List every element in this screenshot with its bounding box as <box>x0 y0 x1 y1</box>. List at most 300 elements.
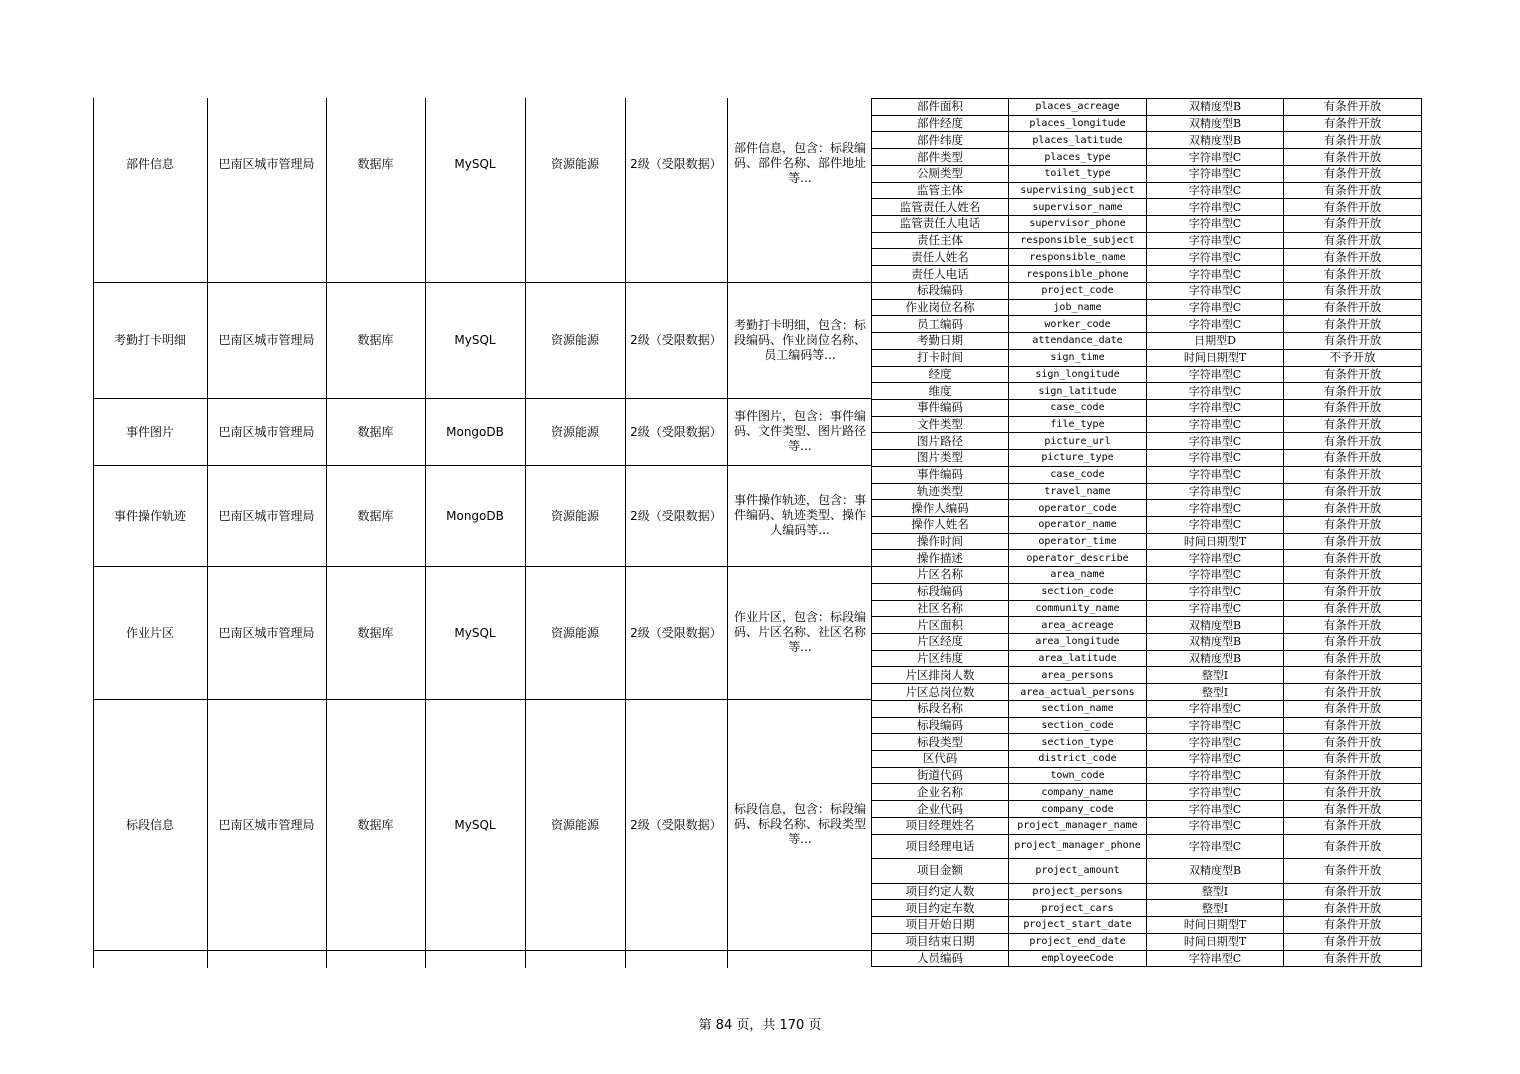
field-cn-name: 经度 <box>872 366 1009 383</box>
field-cn-name: 员工编码 <box>872 316 1009 333</box>
field-en-name: sign_time <box>1009 349 1147 366</box>
field-data-type: 字符串型C <box>1147 784 1284 801</box>
field-data-type: 字符串型C <box>1147 399 1284 416</box>
field-en-name: places_latitude <box>1009 132 1147 149</box>
field-cn-name: 企业代码 <box>872 801 1009 818</box>
resource-name: 部件信息 <box>125 156 174 171</box>
field-open-status: 有条件开放 <box>1284 734 1422 751</box>
table-row <box>872 249 1422 266</box>
field-cn-name: 打卡时间 <box>872 349 1009 366</box>
field-open-status: 有条件开放 <box>1284 333 1422 350</box>
field-open-status: 有条件开放 <box>1284 316 1422 333</box>
table-row <box>872 416 1422 433</box>
field-data-type: 字符串型C <box>1147 416 1284 433</box>
field-en-name: project_start_date <box>1009 917 1147 934</box>
field-en-name: district_code <box>1009 751 1147 768</box>
field-data-type: 字符串型C <box>1147 366 1284 383</box>
field-data-type: 双精度型B <box>1147 115 1284 132</box>
category: 资源能源 <box>550 156 599 171</box>
field-en-name: project_end_date <box>1009 933 1147 950</box>
department: 巴南区城市管理局 <box>218 625 315 640</box>
resource-name: 作业片区 <box>125 625 174 640</box>
resource-description: 事件图片，包含：事件编码、文件类型、图片路径等... <box>733 409 866 453</box>
field-cn-name: 操作时间 <box>872 533 1009 550</box>
table-row <box>872 667 1422 684</box>
field-cn-name: 项目结束日期 <box>872 933 1009 950</box>
table-row <box>872 483 1422 500</box>
field-data-type: 字符串型C <box>1147 817 1284 834</box>
field-en-name: places_type <box>1009 149 1147 166</box>
field-open-status: 有条件开放 <box>1284 684 1422 701</box>
table-row <box>872 132 1422 149</box>
field-open-status: 有条件开放 <box>1284 249 1422 266</box>
field-en-name: section_code <box>1009 717 1147 734</box>
table-row <box>872 801 1422 818</box>
security-level: 2级（受限数据） <box>630 333 722 347</box>
field-en-name: responsible_name <box>1009 249 1147 266</box>
field-en-name: file_type <box>1009 416 1147 433</box>
resource-name: 考勤打卡明细 <box>113 333 186 347</box>
table-row <box>872 950 1422 967</box>
field-data-type: 字符串型C <box>1147 717 1284 734</box>
field-cn-name: 责任主体 <box>872 232 1009 249</box>
field-en-name: picture_type <box>1009 450 1147 467</box>
field-cn-name: 部件面积 <box>872 99 1009 116</box>
table-row <box>872 500 1422 517</box>
database-type: MongoDB <box>446 424 504 439</box>
table-row <box>872 767 1422 784</box>
field-data-type: 双精度型B <box>1147 99 1284 116</box>
field-open-status: 有条件开放 <box>1284 500 1422 517</box>
table-row <box>872 784 1422 801</box>
field-open-status: 有条件开放 <box>1284 132 1422 149</box>
field-open-status: 有条件开放 <box>1284 634 1422 651</box>
field-data-type: 字符串型C <box>1147 266 1284 283</box>
table-row <box>872 266 1422 283</box>
field-open-status: 有条件开放 <box>1284 216 1422 233</box>
table-row <box>872 232 1422 249</box>
field-data-type: 时间日期型T <box>1147 349 1284 366</box>
field-cn-name: 片区名称 <box>872 567 1009 584</box>
field-en-name: responsible_subject <box>1009 232 1147 249</box>
department: 巴南区城市管理局 <box>218 508 315 523</box>
database-type: MongoDB <box>446 508 504 523</box>
field-open-status: 有条件开放 <box>1284 784 1422 801</box>
field-data-type: 整型I <box>1147 883 1284 900</box>
table-row <box>872 149 1422 166</box>
field-open-status: 有条件开放 <box>1284 466 1422 483</box>
field-cn-name: 标段编码 <box>872 583 1009 600</box>
field-open-status: 有条件开放 <box>1284 516 1422 533</box>
field-data-type: 字符串型C <box>1147 216 1284 233</box>
field-open-status: 有条件开放 <box>1284 600 1422 617</box>
field-data-type: 字符串型C <box>1147 149 1284 166</box>
table-row <box>872 299 1422 316</box>
security-level: 2级（受限数据） <box>630 156 722 171</box>
field-cn-name: 企业名称 <box>872 784 1009 801</box>
field-cn-name: 公厕类型 <box>872 165 1009 182</box>
table-row <box>872 817 1422 834</box>
field-data-type: 字符串型C <box>1147 433 1284 450</box>
department: 巴南区城市管理局 <box>218 156 315 171</box>
category: 资源能源 <box>550 625 599 640</box>
field-open-status: 有条件开放 <box>1284 950 1422 967</box>
category: 资源能源 <box>550 333 599 347</box>
table-row <box>872 199 1422 216</box>
field-data-type: 整型I <box>1147 684 1284 701</box>
field-cn-name: 文件类型 <box>872 416 1009 433</box>
field-data-type: 字符串型C <box>1147 249 1284 266</box>
field-en-name: section_type <box>1009 734 1147 751</box>
resource-name: 标段信息 <box>125 817 174 832</box>
field-cn-name: 片区纬度 <box>872 650 1009 667</box>
field-en-name: company_code <box>1009 801 1147 818</box>
field-en-name: project_cars <box>1009 900 1147 917</box>
security-level: 2级（受限数据） <box>630 817 722 832</box>
field-en-name: places_longitude <box>1009 115 1147 132</box>
resource-kind: 数据库 <box>357 508 394 523</box>
table-row <box>872 399 1422 416</box>
field-open-status: 有条件开放 <box>1284 751 1422 768</box>
field-cn-name: 项目约定人数 <box>872 883 1009 900</box>
field-cn-name: 项目金额 <box>872 859 1009 884</box>
table-row <box>872 634 1422 651</box>
database-type: MySQL <box>454 333 496 347</box>
department: 巴南区城市管理局 <box>218 333 315 347</box>
table-row <box>872 433 1422 450</box>
field-en-name: area_acreage <box>1009 617 1147 634</box>
field-cn-name: 监管责任人电话 <box>872 216 1009 233</box>
field-cn-name: 项目经理电话 <box>872 834 1009 859</box>
field-cn-name: 作业岗位名称 <box>872 299 1009 316</box>
table-row <box>872 182 1422 199</box>
field-en-name: toilet_type <box>1009 165 1147 182</box>
field-data-type: 字符串型C <box>1147 834 1284 859</box>
field-en-name: area_longitude <box>1009 634 1147 651</box>
field-cn-name: 项目开始日期 <box>872 917 1009 934</box>
field-data-type: 字符串型C <box>1147 282 1284 299</box>
field-cn-name: 社区名称 <box>872 600 1009 617</box>
table-row <box>872 366 1422 383</box>
field-data-type: 字符串型C <box>1147 600 1284 617</box>
table-row <box>872 617 1422 634</box>
field-cn-name: 监管主体 <box>872 182 1009 199</box>
field-en-name: responsible_phone <box>1009 266 1147 283</box>
field-open-status: 有条件开放 <box>1284 533 1422 550</box>
field-open-status: 有条件开放 <box>1284 149 1422 166</box>
field-en-name: area_name <box>1009 567 1147 584</box>
resource-kind: 数据库 <box>357 817 394 832</box>
field-data-type: 字符串型C <box>1147 700 1284 717</box>
field-cn-name: 操作人姓名 <box>872 516 1009 533</box>
field-en-name: worker_code <box>1009 316 1147 333</box>
field-open-status: 不予开放 <box>1284 349 1422 366</box>
field-data-type: 时间日期型T <box>1147 933 1284 950</box>
field-data-type: 字符串型C <box>1147 550 1284 567</box>
resource-description: 部件信息，包含：标段编码、部件名称、部件地址等... <box>733 141 866 185</box>
field-open-status: 有条件开放 <box>1284 933 1422 950</box>
field-cn-name: 事件编码 <box>872 399 1009 416</box>
department: 巴南区城市管理局 <box>218 424 315 439</box>
field-en-name: area_latitude <box>1009 650 1147 667</box>
table-row <box>872 600 1422 617</box>
table-row <box>872 349 1422 366</box>
field-data-type: 字符串型C <box>1147 182 1284 199</box>
field-cn-name: 项目约定车数 <box>872 900 1009 917</box>
field-en-name: operator_code <box>1009 500 1147 517</box>
table-row <box>872 516 1422 533</box>
field-table-body <box>872 99 1422 967</box>
field-en-name: operator_time <box>1009 533 1147 550</box>
field-en-name: job_name <box>1009 299 1147 316</box>
field-en-name: project_code <box>1009 282 1147 299</box>
field-data-type: 双精度型B <box>1147 650 1284 667</box>
field-open-status: 有条件开放 <box>1284 900 1422 917</box>
field-en-name: sign_latitude <box>1009 383 1147 400</box>
table-row <box>872 533 1422 550</box>
field-cn-name: 街道代码 <box>872 767 1009 784</box>
table-row <box>872 834 1422 859</box>
category: 资源能源 <box>550 817 599 832</box>
field-data-type: 字符串型C <box>1147 199 1284 216</box>
field-open-status: 有条件开放 <box>1284 299 1422 316</box>
field-cn-name: 图片路径 <box>872 433 1009 450</box>
field-cn-name: 图片类型 <box>872 450 1009 467</box>
field-data-type: 字符串型C <box>1147 450 1284 467</box>
field-en-name: sign_longitude <box>1009 366 1147 383</box>
resource-kind: 数据库 <box>357 625 394 640</box>
field-open-status: 有条件开放 <box>1284 282 1422 299</box>
table-row <box>872 650 1422 667</box>
field-en-name: project_persons <box>1009 883 1147 900</box>
resource-description: 考勤打卡明细，包含：标段编码、作业岗位名称、员工编码等... <box>733 317 866 362</box>
field-open-status: 有条件开放 <box>1284 801 1422 818</box>
field-cn-name: 标段名称 <box>872 700 1009 717</box>
field-cn-name: 操作人编码 <box>872 500 1009 517</box>
field-open-status: 有条件开放 <box>1284 366 1422 383</box>
field-en-name: company_name <box>1009 784 1147 801</box>
table-row <box>872 933 1422 950</box>
resource-kind: 数据库 <box>357 424 394 439</box>
field-data-type: 双精度型B <box>1147 132 1284 149</box>
field-data-type: 字符串型C <box>1147 500 1284 517</box>
resource-description: 标段信息，包含：标段编码、标段名称、标段类型等... <box>733 802 866 846</box>
field-cn-name: 人员编码 <box>872 950 1009 967</box>
table-row <box>872 751 1422 768</box>
field-open-status: 有条件开放 <box>1284 859 1422 884</box>
field-data-type: 字符串型C <box>1147 734 1284 751</box>
field-cn-name: 项目经理姓名 <box>872 817 1009 834</box>
field-open-status: 有条件开放 <box>1284 232 1422 249</box>
table-row <box>872 466 1422 483</box>
table-row <box>872 734 1422 751</box>
field-en-name: attendance_date <box>1009 333 1147 350</box>
field-cn-name: 标段编码 <box>872 717 1009 734</box>
resource-kind: 数据库 <box>357 156 394 171</box>
security-level: 2级（受限数据） <box>630 625 722 640</box>
table-row <box>872 450 1422 467</box>
table-row <box>872 99 1422 116</box>
table-row <box>872 883 1422 900</box>
field-open-status: 有条件开放 <box>1284 700 1422 717</box>
security-level: 2级（受限数据） <box>630 508 722 523</box>
field-cn-name: 片区排岗人数 <box>872 667 1009 684</box>
field-data-type: 字符串型C <box>1147 232 1284 249</box>
field-cn-name: 监管责任人姓名 <box>872 199 1009 216</box>
field-en-name: employeeCode <box>1009 950 1147 967</box>
field-data-type: 双精度型B <box>1147 859 1284 884</box>
field-cn-name: 部件经度 <box>872 115 1009 132</box>
field-data-type: 字符串型C <box>1147 516 1284 533</box>
field-table <box>871 98 1422 967</box>
field-en-name: supervisor_phone <box>1009 216 1147 233</box>
table-row <box>872 567 1422 584</box>
database-type: MySQL <box>454 156 496 171</box>
field-data-type: 字符串型C <box>1147 316 1284 333</box>
field-cn-name: 事件编码 <box>872 466 1009 483</box>
field-cn-name: 区代码 <box>872 751 1009 768</box>
table-row <box>872 316 1422 333</box>
field-en-name: area_persons <box>1009 667 1147 684</box>
field-data-type: 时间日期型T <box>1147 917 1284 934</box>
category: 资源能源 <box>550 508 599 523</box>
field-open-status: 有条件开放 <box>1284 567 1422 584</box>
field-en-name: project_amount <box>1009 859 1147 884</box>
field-open-status: 有条件开放 <box>1284 399 1422 416</box>
field-open-status: 有条件开放 <box>1284 834 1422 859</box>
field-en-name: town_code <box>1009 767 1147 784</box>
table-row <box>872 859 1422 884</box>
field-en-name: picture_url <box>1009 433 1147 450</box>
field-en-name: operator_describe <box>1009 550 1147 567</box>
field-open-status: 有条件开放 <box>1284 717 1422 734</box>
field-open-status: 有条件开放 <box>1284 383 1422 400</box>
column-divider <box>727 98 728 968</box>
row-divider <box>93 950 871 951</box>
field-data-type: 日期型D <box>1147 333 1284 350</box>
table-row <box>872 550 1422 567</box>
field-data-type: 字符串型C <box>1147 751 1284 768</box>
field-cn-name: 片区经度 <box>872 634 1009 651</box>
field-data-type: 字符串型C <box>1147 567 1284 584</box>
field-cn-name: 部件纬度 <box>872 132 1009 149</box>
field-data-type: 字符串型C <box>1147 483 1284 500</box>
field-cn-name: 操作描述 <box>872 550 1009 567</box>
field-open-status: 有条件开放 <box>1284 883 1422 900</box>
security-level: 2级（受限数据） <box>630 424 722 439</box>
field-cn-name: 维度 <box>872 383 1009 400</box>
field-en-name: project_manager_name <box>1009 817 1147 834</box>
page-number: 第 84 页，共 170 页 <box>698 1018 822 1033</box>
field-cn-name: 片区总岗位数 <box>872 684 1009 701</box>
field-cn-name: 轨迹类型 <box>872 483 1009 500</box>
field-open-status: 有条件开放 <box>1284 667 1422 684</box>
field-data-type: 字符串型C <box>1147 383 1284 400</box>
field-en-name: community_name <box>1009 600 1147 617</box>
field-open-status: 有条件开放 <box>1284 917 1422 934</box>
table-row <box>872 216 1422 233</box>
field-en-name: supervising_subject <box>1009 182 1147 199</box>
field-open-status: 有条件开放 <box>1284 115 1422 132</box>
field-open-status: 有条件开放 <box>1284 165 1422 182</box>
field-open-status: 有条件开放 <box>1284 182 1422 199</box>
field-open-status: 有条件开放 <box>1284 266 1422 283</box>
field-en-name: supervisor_name <box>1009 199 1147 216</box>
database-type: MySQL <box>454 817 496 832</box>
field-cn-name: 标段类型 <box>872 734 1009 751</box>
field-open-status: 有条件开放 <box>1284 450 1422 467</box>
field-open-status: 有条件开放 <box>1284 583 1422 600</box>
field-en-name: travel_name <box>1009 483 1147 500</box>
table-row <box>872 383 1422 400</box>
field-data-type: 字符串型C <box>1147 801 1284 818</box>
field-cn-name: 标段编码 <box>872 282 1009 299</box>
field-data-type: 时间日期型T <box>1147 533 1284 550</box>
field-en-name: section_code <box>1009 583 1147 600</box>
field-data-type: 整型I <box>1147 900 1284 917</box>
field-data-type: 整型I <box>1147 667 1284 684</box>
field-en-name: operator_name <box>1009 516 1147 533</box>
field-data-type: 字符串型C <box>1147 165 1284 182</box>
field-en-name: area_actual_persons <box>1009 684 1147 701</box>
field-en-name: case_code <box>1009 466 1147 483</box>
field-data-type: 双精度型B <box>1147 634 1284 651</box>
table-row <box>872 717 1422 734</box>
resource-kind: 数据库 <box>357 333 394 347</box>
field-data-type: 字符串型C <box>1147 299 1284 316</box>
field-data-type: 双精度型B <box>1147 617 1284 634</box>
field-en-name: places_acreage <box>1009 99 1147 116</box>
field-open-status: 有条件开放 <box>1284 767 1422 784</box>
category: 资源能源 <box>550 424 599 439</box>
database-type: MySQL <box>454 625 496 640</box>
resource-description: 作业片区，包含：标段编码、片区名称、社区名称等... <box>733 610 866 654</box>
field-cn-name: 片区面积 <box>872 617 1009 634</box>
field-en-name: case_code <box>1009 399 1147 416</box>
field-open-status: 有条件开放 <box>1284 483 1422 500</box>
field-open-status: 有条件开放 <box>1284 433 1422 450</box>
field-open-status: 有条件开放 <box>1284 650 1422 667</box>
table-row <box>872 700 1422 717</box>
table-row <box>872 282 1422 299</box>
department: 巴南区城市管理局 <box>218 817 315 832</box>
field-open-status: 有条件开放 <box>1284 199 1422 216</box>
resource-description: 事件操作轨迹，包含：事件编码、轨迹类型、操作人编码等... <box>733 493 866 537</box>
field-cn-name: 责任人姓名 <box>872 249 1009 266</box>
resource-name: 事件操作轨迹 <box>113 508 186 523</box>
field-data-type: 字符串型C <box>1147 950 1284 967</box>
resource-name: 事件图片 <box>125 424 174 439</box>
field-cn-name: 部件类型 <box>872 149 1009 166</box>
table-row <box>872 165 1422 182</box>
field-data-type: 字符串型C <box>1147 767 1284 784</box>
table-row <box>872 333 1422 350</box>
field-data-type: 字符串型C <box>1147 583 1284 600</box>
table-row <box>872 583 1422 600</box>
table-row <box>872 684 1422 701</box>
field-cn-name: 责任人电话 <box>872 266 1009 283</box>
field-cn-name: 考勤日期 <box>872 333 1009 350</box>
field-en-name: project_manager_phone <box>1009 834 1147 859</box>
field-open-status: 有条件开放 <box>1284 817 1422 834</box>
table-row <box>872 917 1422 934</box>
field-open-status: 有条件开放 <box>1284 550 1422 567</box>
table-row <box>872 900 1422 917</box>
field-open-status: 有条件开放 <box>1284 617 1422 634</box>
field-data-type: 字符串型C <box>1147 466 1284 483</box>
field-open-status: 有条件开放 <box>1284 99 1422 116</box>
field-en-name: section_name <box>1009 700 1147 717</box>
